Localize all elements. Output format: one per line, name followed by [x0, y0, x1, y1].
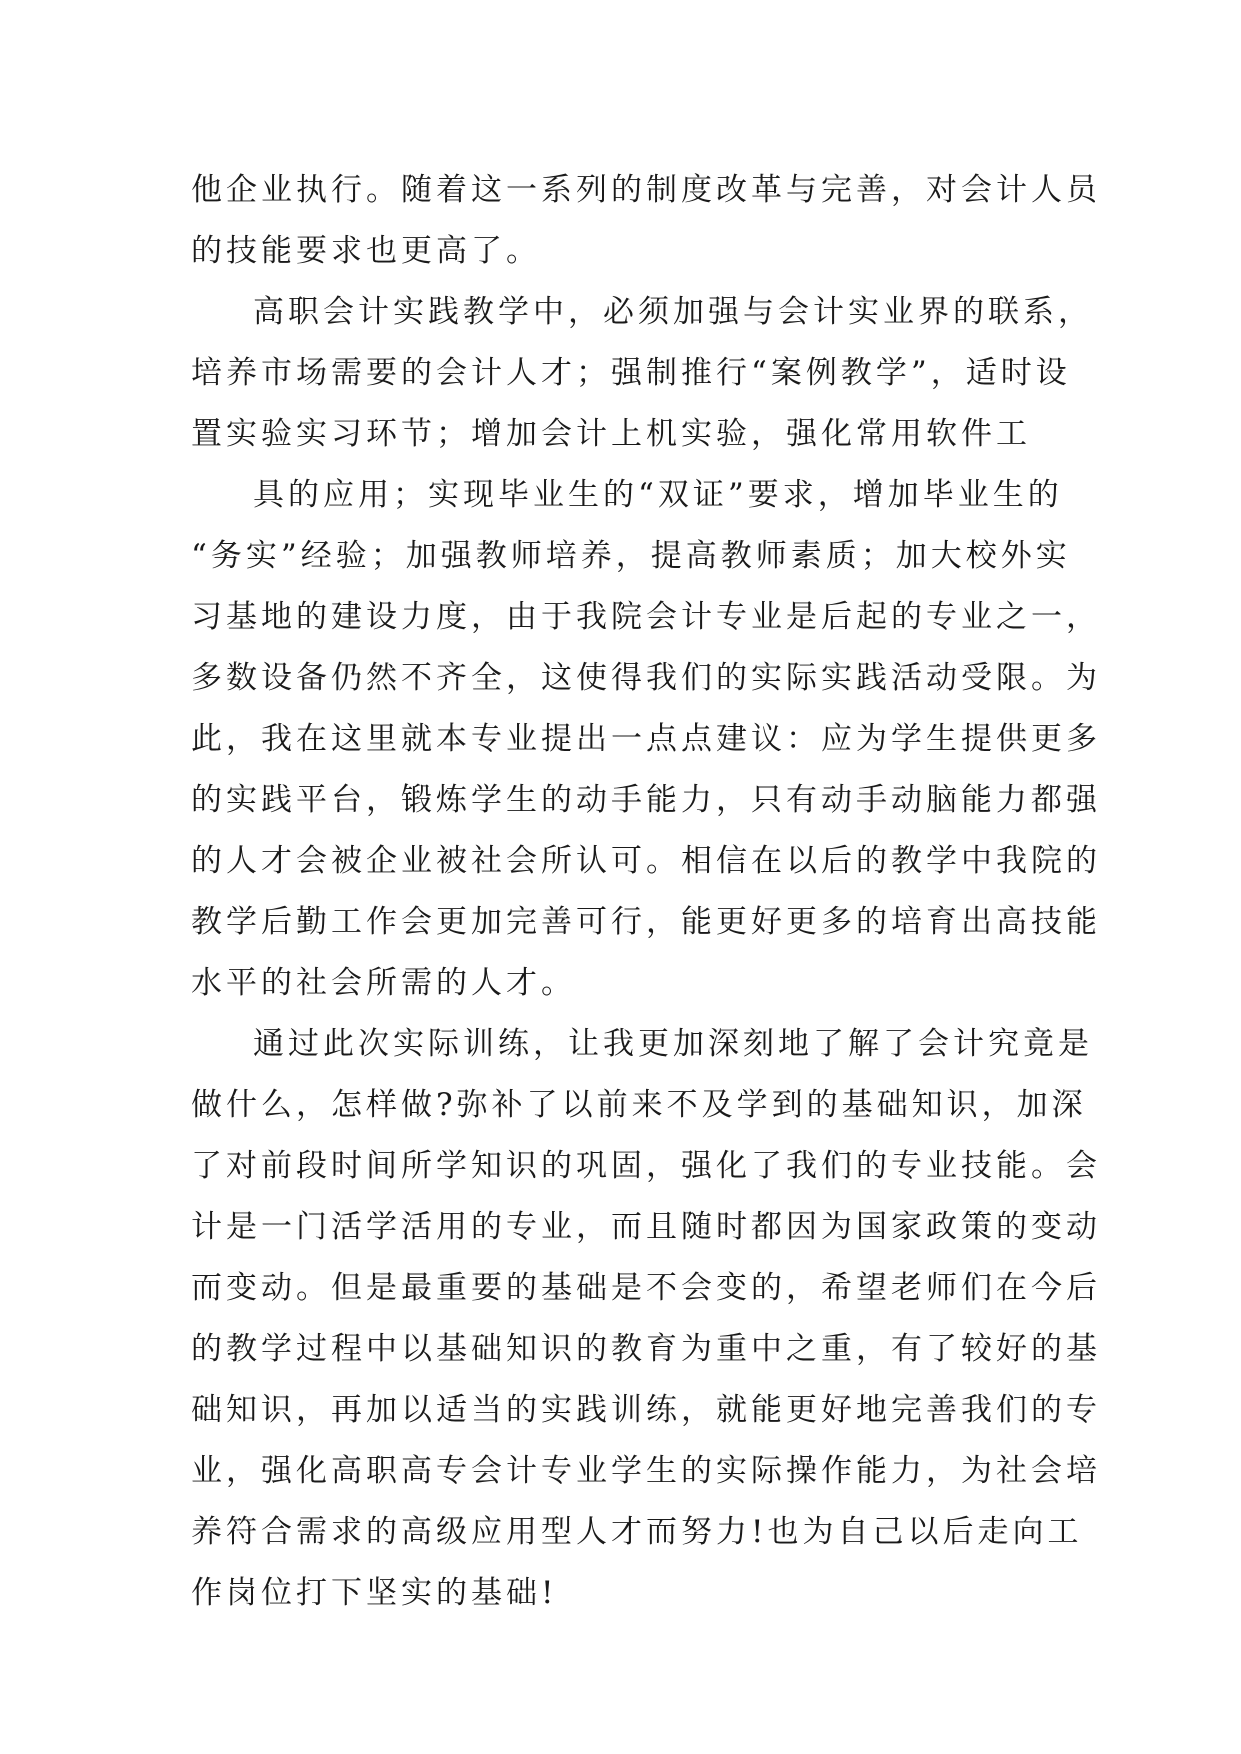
- text-line: 做什么，怎样做?弥补了以前来不及学到的基础知识，加深: [191, 1087, 1087, 1123]
- text-line: 习基地的建设力度，由于我院会计专业是后起的专业之一，: [191, 599, 1101, 635]
- text-line: 水平的社会所需的人才。: [191, 965, 576, 1001]
- text-line: 的实践平台，锻炼学生的动手能力，只有动手动脑能力都强: [191, 782, 1101, 818]
- text-line: 置实验实习环节；增加会计上机实验，强化常用软件工: [191, 416, 1031, 452]
- text-line: 他企业执行。随着这一系列的制度改革与完善，对会计人员: [191, 172, 1101, 208]
- text-line: 的教学过程中以基础知识的教育为重中之重，有了较好的基: [191, 1331, 1101, 1367]
- text-line: 而变动。但是最重要的基础是不会变的，希望老师们在今后: [191, 1270, 1101, 1306]
- body-text: [191, 160, 1101, 1624]
- text-line: 教学后勤工作会更加完善可行，能更好更多的培育出高技能: [191, 904, 1101, 940]
- text-line: 了对前段时间所学知识的巩固，强化了我们的专业技能。会: [191, 1148, 1101, 1184]
- text-line: 的技能要求也更高了。: [191, 233, 541, 269]
- text-line: 础知识，再加以适当的实践训练，就能更好地完善我们的专: [191, 1392, 1101, 1428]
- text-line: 培养市场需要的会计人才；强制推行“案例教学”，适时设: [191, 355, 1071, 391]
- text-line: 多数设备仍然不齐全，这使得我们的实际实践活动受限。为: [191, 660, 1101, 696]
- text-line: 高职会计实践教学中，必须加强与会计实业界的联系，: [253, 294, 1093, 330]
- text-line: 养符合需求的高级应用型人才而努力!也为自己以后走向工: [191, 1514, 1083, 1550]
- text-line: 作岗位打下坚实的基础!: [191, 1575, 558, 1611]
- text-line: 业，强化高职高专会计专业学生的实际操作能力，为社会培: [191, 1453, 1101, 1489]
- text-line: 此，我在这里就本专业提出一点点建议：应为学生提供更多: [191, 721, 1101, 757]
- text-line: 具的应用；实现毕业生的“双证”要求，增加毕业生的: [253, 477, 1063, 513]
- text-line: “务实”经验；加强教师培养，提高教师素质；加大校外实: [191, 538, 1071, 574]
- text-line: 通过此次实际训练，让我更加深刻地了解了会计究竟是: [253, 1026, 1093, 1062]
- text-line: 的人才会被企业被社会所认可。相信在以后的教学中我院的: [191, 843, 1101, 879]
- text-line: 计是一门活学活用的专业，而且随时都因为国家政策的变动: [191, 1209, 1101, 1245]
